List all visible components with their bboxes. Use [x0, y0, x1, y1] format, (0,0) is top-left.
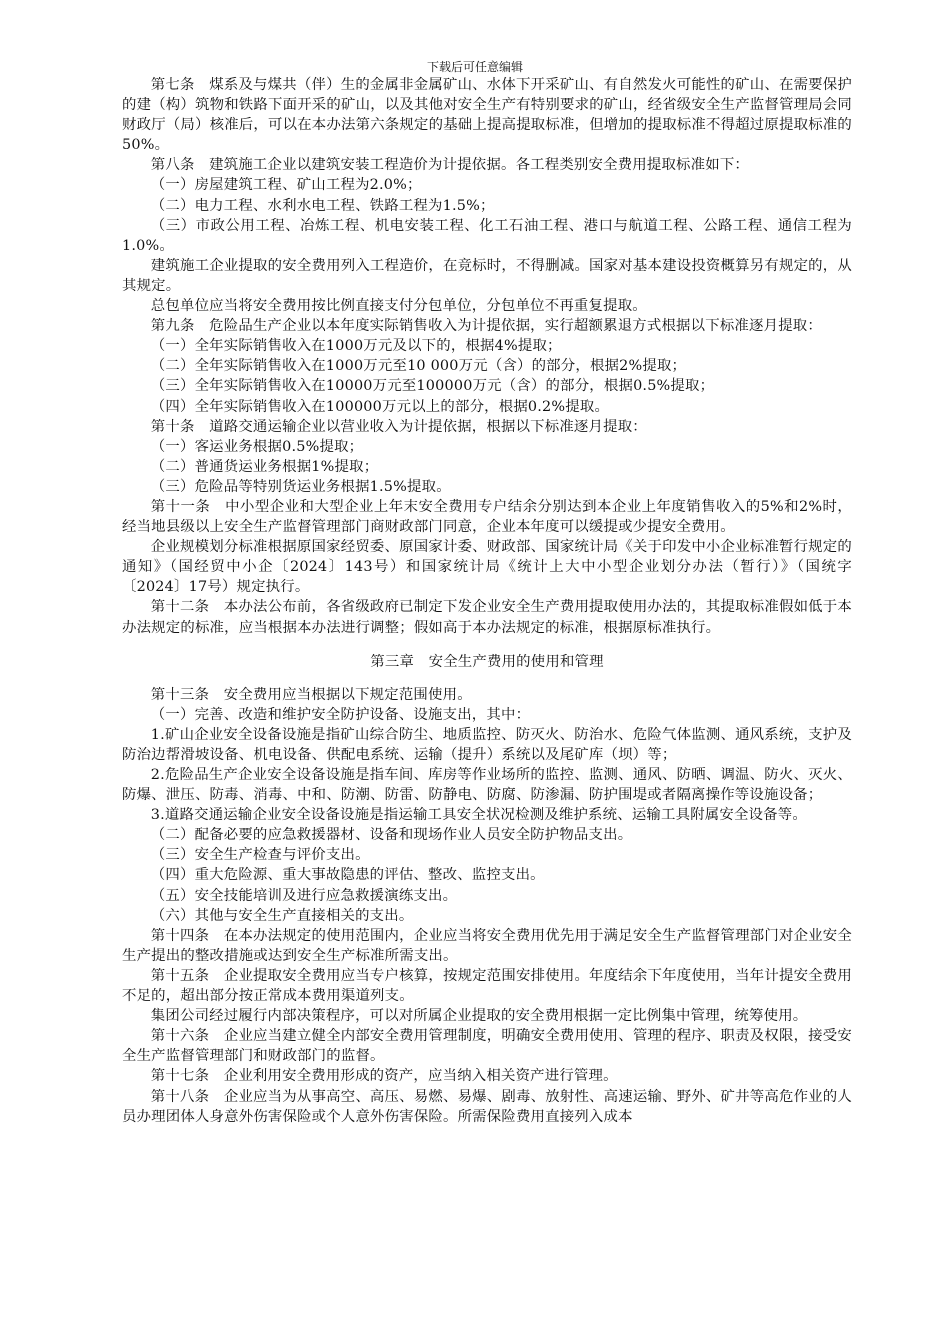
paragraph: 第十五条 企业提取安全费用应当专户核算，按规定范围安排使用。年度结余下年度使用，当年计提安全费用不足的，超出部分按正常成本费用渠道列支。	[122, 967, 852, 1005]
paragraph: 第七条 煤系及与煤共（伴）生的金属非金属矿山、水体下开采矿山、有自然发火可能性的矿山、在需要保护的建（构）筑物和铁路下面开采的矿山，以及其他对安全生产有特别要求的矿山，经省级安全生产监督管理局会同财政厅（局）核准后，可以在本办法第六条规定的基础上提高提取标准，但增加的提取标准不得超过原提取标准的50%。	[122, 77, 852, 154]
paragraph: 集团公司经过履行内部决策程序，可以对所属企业提取的安全费用根据一定比例集中管理，统筹使用。	[150, 1008, 808, 1025]
paragraph: （一）全年实际销售收入在1000万元及以下的，根据4%提取；	[150, 338, 562, 355]
paragraph: （三）危险品等特别货运业务根据1.5%提取。	[150, 478, 451, 495]
paragraph: 第十一条 中小型企业和大型企业上年末安全费用专户结余分别达到本企业上年度销售收入的5%和2%时，经当地县级以上安全生产监督管理部门商财政部门同意，企业本年度可以缓提或少提安全费用。	[122, 498, 852, 536]
paragraph: 1.矿山企业安全设备设施是指矿山综合防尘、地质监控、防灭火、防治水、危险气体监测、通风系统，支护及防治边帮滑坡设备、机电设备、供配电系统、运输（提升）系统以及尾矿库（坝）等；	[122, 726, 852, 763]
document-body	[122, 75, 852, 1127]
paragraph: 第九条 危险品生产企业以本年度实际销售收入为计提依据，实行超额累退方式根据以下标准逐月提取：	[150, 318, 822, 335]
paragraph: （一）完善、改造和维护安全防护设备、设施支出，其中：	[150, 706, 531, 723]
paragraph: 第十六条 企业应当建立健全内部安全费用管理制度，明确安全费用使用、管理的程序、职责及权限，接受安全生产监督管理部门和财政部门的监督。	[122, 1028, 852, 1065]
paragraph: 第十四条 在本办法规定的使用范围内，企业应当将安全费用优先用于满足安全生产监督管理部门对企业安全生产提出的整改措施或达到安全生产标准所需支出。	[122, 927, 852, 964]
paragraph: （三）市政公用工程、冶炼工程、机电安装工程、化工石油工程、港口与航道工程、公路工程、通信工程为1.0%。	[122, 217, 852, 254]
paragraph: （五）安全技能培训及进行应急救援演练支出。	[150, 887, 458, 904]
paragraph: （二）配备必要的应急救援器材、设备和现场作业人员安全防护物品支出。	[150, 827, 633, 844]
paragraph: 第八条 建筑施工企业以建筑安装工程造价为计提依据。各工程类别安全费用提取标准如下：	[150, 157, 750, 174]
paragraph: （三）全年实际销售收入在10000万元至100000万元（含）的部分，根据0.5%提取；	[150, 378, 715, 395]
paragraph: （六）其他与安全生产直接相关的支出。	[150, 907, 414, 924]
chapter-title: 第三章 安全生产费用的使用和管理	[370, 653, 604, 670]
paragraph: 总包单位应当将安全费用按比例直接支付分包单位，分包单位不再重复提取。	[150, 298, 647, 315]
paragraph: 第十七条 企业利用安全费用形成的资产，应当纳入相关资产进行管理。	[150, 1068, 618, 1085]
paragraph: 第十条 道路交通运输企业以营业收入为计提依据，根据以下标准逐月提取：	[150, 418, 647, 435]
paragraph: 第十三条 安全费用应当根据以下规定范围使用。	[150, 686, 472, 703]
paragraph: 第十八条 企业应当为从事高空、高压、易燃、易爆、剧毒、放射性、高速运输、野外、矿井等高危作业的人员办理团体人身意外伤害保险或个人意外伤害保险。所需保险费用直接列入成本	[122, 1088, 852, 1125]
paragraph: （四）全年实际销售收入在100000万元以上的部分，根据0.2%提取。	[150, 398, 610, 415]
paragraph: 2.危险品生产企业安全设备设施是指车间、库房等作业场所的监控、监测、通风、防晒、调温、防火、灭火、防爆、泄压、防毒、消毒、中和、防潮、防雷、防静电、防腐、防渗漏、防护围堤或者隔离操作等设施设备；	[122, 767, 852, 804]
paragraph: 企业规模划分标准根据原国家经贸委、原国家计委、财政部、国家统计局《关于印发中小企业标准暂行规定的通知》（国经贸中小企〔2024〕143号）和国家统计局《统计上大中小型企业划分办法（暂行）》（国统字〔2024〕17号）规定执行。	[122, 539, 852, 596]
paragraph: （二）全年实际销售收入在1000万元至10 000万元（含）的部分，根据2%提取；	[150, 358, 687, 375]
paragraph: （二）普通货运业务根据1%提取；	[150, 458, 379, 475]
paragraph: （一）客运业务根据0.5%提取；	[150, 438, 364, 455]
paragraph: （三）安全生产检查与评价支出。	[150, 847, 370, 864]
paragraph: 第十二条 本办法公布前，各省级政府已制定下发企业安全生产费用提取使用办法的，其提取标准假如低于本办法规定的标准，应当根据本办法进行调整；假如高于本办法规定的标准，根据原标准执行。	[122, 599, 852, 636]
paragraph: （一）房屋建筑工程、矿山工程为2.0%；	[150, 177, 422, 194]
download-edit-note: 下载后可任意编辑	[426, 60, 523, 74]
paragraph: （四）重大危险源、重大事故隐患的评估、整改、监控支出。	[150, 867, 545, 884]
paragraph: 建筑施工企业提取的安全费用列入工程造价，在竞标时，不得删减。国家对基本建设投资概算另有规定的，从其规定。	[122, 257, 852, 294]
paragraph: 3.道路交通运输企业安全设备设施是指运输工具安全状况检测及维护系统、运输工具附属安全设备等。	[150, 807, 807, 824]
paragraph: （二）电力工程、水利水电工程、铁路工程为1.5%；	[150, 197, 495, 214]
